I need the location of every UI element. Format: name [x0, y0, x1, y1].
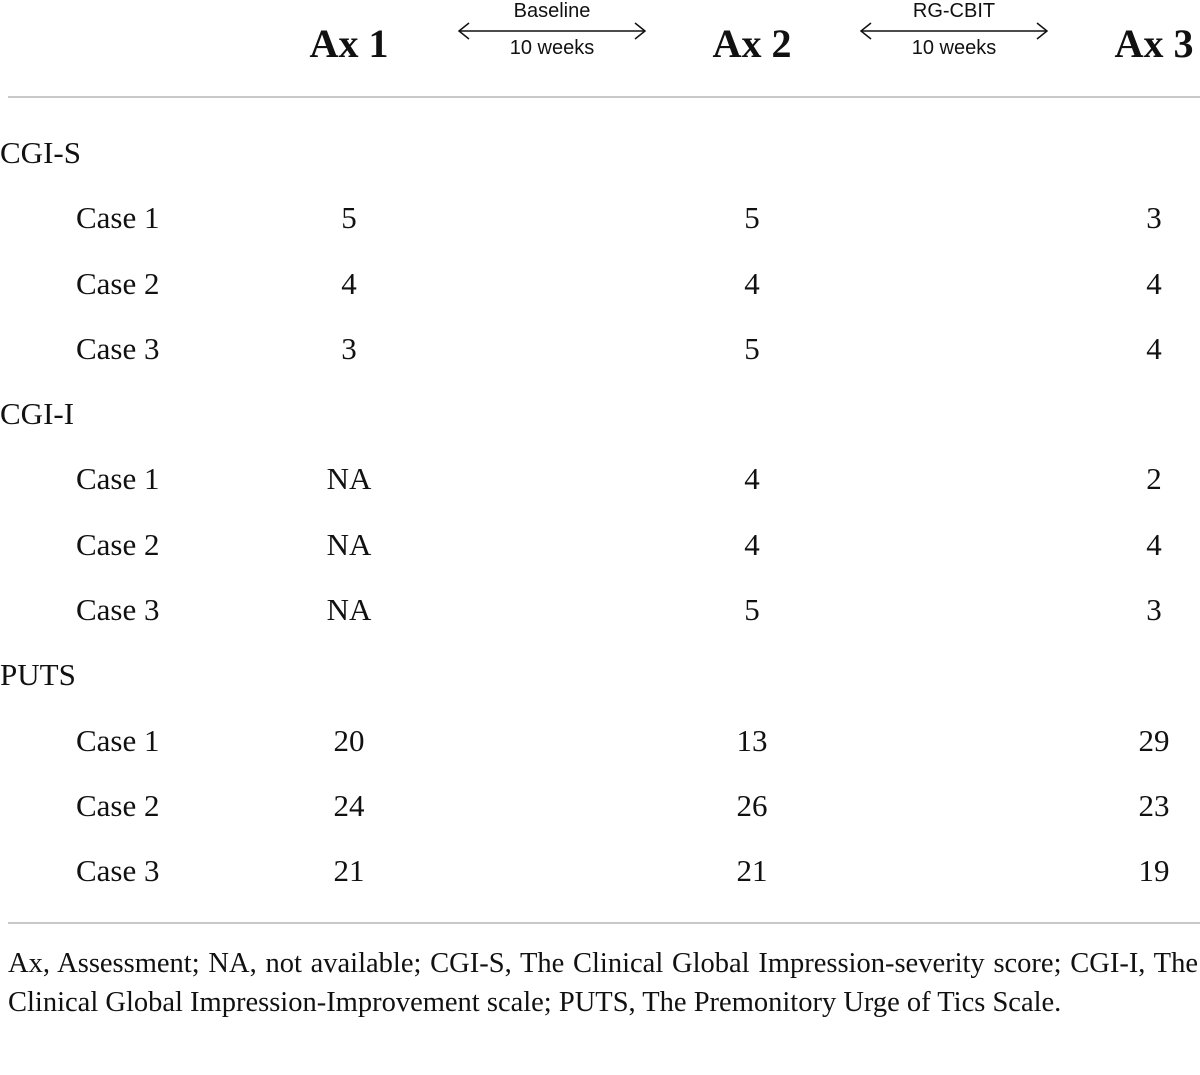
table-cell: 4: [744, 266, 760, 301]
table-cell: NA: [326, 461, 372, 496]
table-cell: NA: [326, 527, 372, 562]
table-cell: 4: [341, 266, 357, 301]
section-title: PUTS: [0, 657, 76, 692]
table-cell: 29: [1138, 723, 1170, 758]
interval-label: RG-CBIT: [912, 0, 996, 22]
table-cell: 5: [744, 200, 760, 235]
row-label: Case 2: [76, 788, 160, 823]
table-cell: 26: [736, 788, 768, 823]
table-cell: 21: [333, 853, 365, 888]
section-title: CGI-I: [0, 396, 75, 431]
table-cell: 21: [736, 853, 768, 888]
column-header-ax3: Ax 3: [1114, 21, 1194, 66]
column-header-ax2: Ax 2: [712, 21, 792, 66]
table-cell: 3: [1146, 200, 1162, 235]
row-label: Case 3: [76, 592, 160, 627]
table-cell: 2: [1146, 461, 1162, 496]
table-cell: 4: [744, 461, 760, 496]
row-label: Case 2: [76, 266, 160, 301]
row-label: Case 1: [76, 723, 160, 758]
section-title: CGI-S: [0, 135, 81, 170]
row-label: Case 3: [76, 331, 160, 366]
row-label: Case 1: [76, 461, 160, 496]
table-cell: 5: [744, 592, 760, 627]
table-cell: 4: [744, 527, 760, 562]
table-cell: NA: [326, 592, 372, 627]
table-cell: 4: [1146, 527, 1162, 562]
column-header-ax1: Ax 1: [309, 21, 389, 66]
table-footnote: Ax, Assessment; NA, not available; CGI-S, The Clinical Global Impression-severity score; CGI-I, The Clinical Global Impression-Improvement scale; PUTS, The Premonitory Urge of Tics Scale.: [8, 948, 1198, 1018]
interval-duration: 10 weeks: [509, 37, 595, 59]
table-cell: 24: [333, 788, 365, 823]
table-cell: 4: [1146, 266, 1162, 301]
table-cell: 23: [1138, 788, 1170, 823]
interval-label: Baseline: [513, 0, 591, 22]
row-label: Case 1: [76, 200, 160, 235]
table-cell: 5: [744, 331, 760, 366]
table-bottom-rule: [8, 922, 1200, 924]
table-cell: 3: [341, 331, 357, 366]
row-label: Case 2: [76, 527, 160, 562]
row-label: Case 3: [76, 853, 160, 888]
interval-duration: 10 weeks: [911, 37, 997, 59]
table-cell: 4: [1146, 331, 1162, 366]
table-cell: 13: [736, 723, 768, 758]
table-cell: 5: [341, 200, 357, 235]
table-cell: 3: [1146, 592, 1162, 627]
table-cell: 20: [333, 723, 365, 758]
header-rule: [8, 96, 1200, 98]
table-cell: 19: [1138, 853, 1170, 888]
